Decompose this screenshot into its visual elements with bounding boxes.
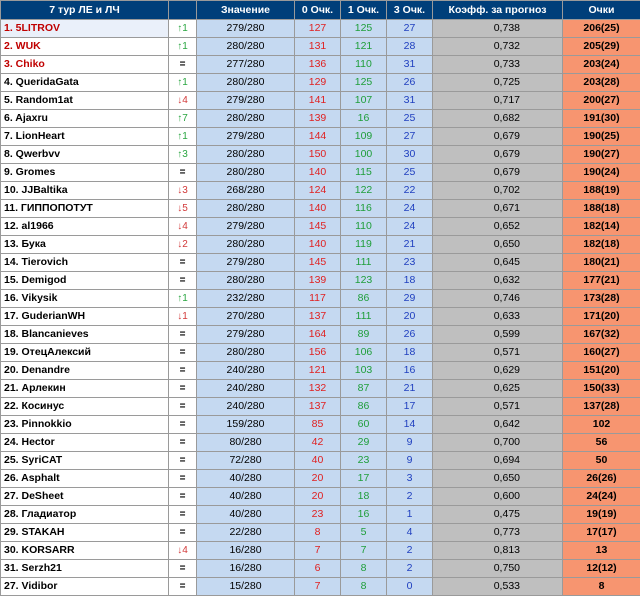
table-row: [1, 578, 640, 596]
coefficient-cell: 0,671: [433, 200, 563, 218]
one-point-cell: 119: [341, 236, 387, 254]
value-cell: 280/280: [197, 200, 295, 218]
total-points-cell: 50: [563, 452, 640, 470]
player-name: 14. Tierovich: [1, 254, 169, 272]
total-points-cell: 191(30): [563, 110, 640, 128]
zero-points-cell: 40: [295, 452, 341, 470]
zero-points-cell: 132: [295, 380, 341, 398]
coefficient-cell: 0,682: [433, 110, 563, 128]
position-change: =: [169, 344, 197, 362]
zero-points-cell: 145: [295, 218, 341, 236]
table-row: [1, 308, 640, 326]
header-points: Очки: [563, 1, 640, 20]
player-name: 28. Гладиатор: [1, 506, 169, 524]
one-point-cell: 60: [341, 416, 387, 434]
value-cell: 268/280: [197, 182, 295, 200]
value-cell: 279/280: [197, 218, 295, 236]
total-points-cell: 200(27): [563, 92, 640, 110]
coefficient-cell: 0,475: [433, 506, 563, 524]
value-cell: 279/280: [197, 92, 295, 110]
table-row: [1, 290, 640, 308]
zero-points-cell: 139: [295, 110, 341, 128]
total-points-cell: 203(24): [563, 56, 640, 74]
three-points-cell: 23: [387, 254, 433, 272]
position-change: ↓1: [169, 308, 197, 326]
total-points-cell: 56: [563, 434, 640, 452]
zero-points-cell: 144: [295, 128, 341, 146]
table-row: [1, 542, 640, 560]
table-row: [1, 398, 640, 416]
table-row: [1, 146, 640, 164]
player-name: 12. al1966: [1, 218, 169, 236]
position-change: ↑1: [169, 20, 197, 38]
three-points-cell: 18: [387, 272, 433, 290]
zero-points-cell: 136: [295, 56, 341, 74]
table-row: [1, 236, 640, 254]
value-cell: 40/280: [197, 488, 295, 506]
value-cell: 279/280: [197, 20, 295, 38]
total-points-cell: 151(20): [563, 362, 640, 380]
zero-points-cell: 137: [295, 398, 341, 416]
zero-points-cell: 8: [295, 524, 341, 542]
coefficient-cell: 0,600: [433, 488, 563, 506]
value-cell: 22/280: [197, 524, 295, 542]
position-change: =: [169, 578, 197, 596]
value-cell: 279/280: [197, 128, 295, 146]
header-change: [169, 1, 197, 20]
total-points-cell: 190(25): [563, 128, 640, 146]
total-points-cell: 137(28): [563, 398, 640, 416]
player-name: 24. Hector: [1, 434, 169, 452]
value-cell: 280/280: [197, 344, 295, 362]
total-points-cell: 150(33): [563, 380, 640, 398]
player-name: 9. Gromes: [1, 164, 169, 182]
player-name: 8. Qwerbvv: [1, 146, 169, 164]
coefficient-cell: 0,679: [433, 146, 563, 164]
total-points-cell: 188(18): [563, 200, 640, 218]
zero-points-cell: 23: [295, 506, 341, 524]
position-change: =: [169, 398, 197, 416]
header-koef: Коэфф. за прогноз: [433, 1, 563, 20]
coefficient-cell: 0,725: [433, 74, 563, 92]
zero-points-cell: 164: [295, 326, 341, 344]
table-row: [1, 326, 640, 344]
one-point-cell: 100: [341, 146, 387, 164]
three-points-cell: 22: [387, 182, 433, 200]
one-point-cell: 123: [341, 272, 387, 290]
zero-points-cell: 140: [295, 236, 341, 254]
one-point-cell: 125: [341, 74, 387, 92]
table-row: [1, 344, 640, 362]
three-points-cell: 31: [387, 92, 433, 110]
player-name: 30. KORSARR: [1, 542, 169, 560]
value-cell: 280/280: [197, 38, 295, 56]
total-points-cell: 171(20): [563, 308, 640, 326]
value-cell: 159/280: [197, 416, 295, 434]
player-name: 16. Vikysik: [1, 290, 169, 308]
value-cell: 40/280: [197, 506, 295, 524]
value-cell: 279/280: [197, 326, 295, 344]
header-value: Значение: [197, 1, 295, 20]
total-points-cell: 26(26): [563, 470, 640, 488]
player-name: 1. 5LITROV: [1, 20, 169, 38]
total-points-cell: 182(14): [563, 218, 640, 236]
value-cell: 72/280: [197, 452, 295, 470]
table-row: [1, 110, 640, 128]
three-points-cell: 26: [387, 326, 433, 344]
total-points-cell: 160(27): [563, 344, 640, 362]
table-row: [1, 218, 640, 236]
player-name: 6. Ajaxru: [1, 110, 169, 128]
coefficient-cell: 0,733: [433, 56, 563, 74]
header-zero: 0 Очк.: [295, 1, 341, 20]
table-row: [1, 452, 640, 470]
player-name: 18. Blancanieves: [1, 326, 169, 344]
zero-points-cell: 117: [295, 290, 341, 308]
table-row: [1, 254, 640, 272]
total-points-cell: 12(12): [563, 560, 640, 578]
three-points-cell: 27: [387, 128, 433, 146]
coefficient-cell: 0,750: [433, 560, 563, 578]
zero-points-cell: 42: [295, 434, 341, 452]
player-name: 11. ГИППОПОТУТ: [1, 200, 169, 218]
header-title: 7 тур ЛЕ и ЛЧ: [1, 1, 169, 20]
value-cell: 280/280: [197, 236, 295, 254]
total-points-cell: 182(18): [563, 236, 640, 254]
header-three: 3 Очк.: [387, 1, 433, 20]
zero-points-cell: 85: [295, 416, 341, 434]
coefficient-cell: 0,571: [433, 398, 563, 416]
value-cell: 40/280: [197, 470, 295, 488]
player-name: 10. JJBaltika: [1, 182, 169, 200]
position-change: ↑7: [169, 110, 197, 128]
one-point-cell: 86: [341, 290, 387, 308]
three-points-cell: 17: [387, 398, 433, 416]
player-name: 2. WUK: [1, 38, 169, 56]
player-name: 23. Pinnokkio: [1, 416, 169, 434]
value-cell: 232/280: [197, 290, 295, 308]
one-point-cell: 116: [341, 200, 387, 218]
coefficient-cell: 0,625: [433, 380, 563, 398]
coefficient-cell: 0,650: [433, 236, 563, 254]
total-points-cell: 19(19): [563, 506, 640, 524]
one-point-cell: 110: [341, 56, 387, 74]
player-name: 22. Косинус: [1, 398, 169, 416]
zero-points-cell: 20: [295, 470, 341, 488]
coefficient-cell: 0,633: [433, 308, 563, 326]
three-points-cell: 1: [387, 506, 433, 524]
table-row: [1, 434, 640, 452]
table-row: [1, 488, 640, 506]
one-point-cell: 8: [341, 560, 387, 578]
total-points-cell: 8: [563, 578, 640, 596]
value-cell: 280/280: [197, 146, 295, 164]
table-row: [1, 470, 640, 488]
zero-points-cell: 7: [295, 542, 341, 560]
coefficient-cell: 0,679: [433, 164, 563, 182]
table-row: [1, 92, 640, 110]
player-name: 19. ОтецАлексий: [1, 344, 169, 362]
player-name: 17. GuderianWH: [1, 308, 169, 326]
value-cell: 280/280: [197, 110, 295, 128]
zero-points-cell: 124: [295, 182, 341, 200]
one-point-cell: 7: [341, 542, 387, 560]
coefficient-cell: 0,813: [433, 542, 563, 560]
coefficient-cell: 0,652: [433, 218, 563, 236]
coefficient-cell: 0,533: [433, 578, 563, 596]
table-row: [1, 416, 640, 434]
position-change: ↓4: [169, 542, 197, 560]
coefficient-cell: 0,702: [433, 182, 563, 200]
zero-points-cell: 137: [295, 308, 341, 326]
total-points-cell: 24(24): [563, 488, 640, 506]
position-change: =: [169, 254, 197, 272]
value-cell: 280/280: [197, 272, 295, 290]
table-row: [1, 200, 640, 218]
coefficient-cell: 0,773: [433, 524, 563, 542]
one-point-cell: 8: [341, 578, 387, 596]
one-point-cell: 16: [341, 506, 387, 524]
three-points-cell: 16: [387, 362, 433, 380]
one-point-cell: 115: [341, 164, 387, 182]
player-name: 31. Serzh21: [1, 560, 169, 578]
one-point-cell: 122: [341, 182, 387, 200]
one-point-cell: 125: [341, 20, 387, 38]
position-change: ↑3: [169, 146, 197, 164]
three-points-cell: 27: [387, 20, 433, 38]
one-point-cell: 86: [341, 398, 387, 416]
value-cell: 80/280: [197, 434, 295, 452]
position-change: =: [169, 434, 197, 452]
coefficient-cell: 0,700: [433, 434, 563, 452]
player-name: 21. Арлекин: [1, 380, 169, 398]
position-change: =: [169, 272, 197, 290]
position-change: ↑1: [169, 38, 197, 56]
table-row: [1, 20, 640, 38]
position-change: =: [169, 524, 197, 542]
value-cell: 15/280: [197, 578, 295, 596]
zero-points-cell: 20: [295, 488, 341, 506]
zero-points-cell: 140: [295, 200, 341, 218]
position-change: =: [169, 164, 197, 182]
coefficient-cell: 0,694: [433, 452, 563, 470]
player-name: 27. DeSheet: [1, 488, 169, 506]
coefficient-cell: 0,746: [433, 290, 563, 308]
player-name: 15. Demigod: [1, 272, 169, 290]
three-points-cell: 25: [387, 164, 433, 182]
header-one: 1 Очк.: [341, 1, 387, 20]
three-points-cell: 2: [387, 560, 433, 578]
zero-points-cell: 129: [295, 74, 341, 92]
one-point-cell: 109: [341, 128, 387, 146]
value-cell: 280/280: [197, 164, 295, 182]
table-body: [1, 20, 640, 596]
position-change: =: [169, 326, 197, 344]
coefficient-cell: 0,632: [433, 272, 563, 290]
one-point-cell: 18: [341, 488, 387, 506]
one-point-cell: 107: [341, 92, 387, 110]
three-points-cell: 24: [387, 200, 433, 218]
three-points-cell: 4: [387, 524, 433, 542]
value-cell: 240/280: [197, 380, 295, 398]
value-cell: 277/280: [197, 56, 295, 74]
position-change: ↓4: [169, 92, 197, 110]
player-name: 26. Asphalt: [1, 470, 169, 488]
position-change: ↓2: [169, 236, 197, 254]
coefficient-cell: 0,717: [433, 92, 563, 110]
table-row: [1, 128, 640, 146]
three-points-cell: 20: [387, 308, 433, 326]
table-row: [1, 524, 640, 542]
position-change: ↓4: [169, 218, 197, 236]
total-points-cell: 190(27): [563, 146, 640, 164]
player-name: 4. QueridaGata: [1, 74, 169, 92]
value-cell: 16/280: [197, 542, 295, 560]
total-points-cell: 17(17): [563, 524, 640, 542]
one-point-cell: 103: [341, 362, 387, 380]
table-row: [1, 182, 640, 200]
position-change: =: [169, 560, 197, 578]
zero-points-cell: 127: [295, 20, 341, 38]
zero-points-cell: 6: [295, 560, 341, 578]
total-points-cell: 13: [563, 542, 640, 560]
player-name: 5. Random1at: [1, 92, 169, 110]
total-points-cell: 102: [563, 416, 640, 434]
zero-points-cell: 121: [295, 362, 341, 380]
one-point-cell: 5: [341, 524, 387, 542]
total-points-cell: 188(19): [563, 182, 640, 200]
position-change: =: [169, 362, 197, 380]
player-name: 29. STAKAH: [1, 524, 169, 542]
one-point-cell: 17: [341, 470, 387, 488]
value-cell: 280/280: [197, 74, 295, 92]
coefficient-cell: 0,732: [433, 38, 563, 56]
three-points-cell: 0: [387, 578, 433, 596]
one-point-cell: 111: [341, 254, 387, 272]
player-name: 13. Бука: [1, 236, 169, 254]
position-change: =: [169, 56, 197, 74]
table-row: [1, 56, 640, 74]
table-row: [1, 38, 640, 56]
position-change: ↓5: [169, 200, 197, 218]
zero-points-cell: 150: [295, 146, 341, 164]
value-cell: 240/280: [197, 398, 295, 416]
total-points-cell: 206(25): [563, 20, 640, 38]
three-points-cell: 14: [387, 416, 433, 434]
three-points-cell: 9: [387, 434, 433, 452]
table-row: [1, 362, 640, 380]
zero-points-cell: 141: [295, 92, 341, 110]
one-point-cell: 111: [341, 308, 387, 326]
three-points-cell: 24: [387, 218, 433, 236]
coefficient-cell: 0,679: [433, 128, 563, 146]
position-change: =: [169, 470, 197, 488]
zero-points-cell: 140: [295, 164, 341, 182]
position-change: =: [169, 452, 197, 470]
value-cell: 279/280: [197, 254, 295, 272]
zero-points-cell: 7: [295, 578, 341, 596]
one-point-cell: 106: [341, 344, 387, 362]
three-points-cell: 25: [387, 110, 433, 128]
value-cell: 240/280: [197, 362, 295, 380]
table-row: [1, 380, 640, 398]
coefficient-cell: 0,642: [433, 416, 563, 434]
player-name: 25. SyriCAT: [1, 452, 169, 470]
position-change: =: [169, 380, 197, 398]
coefficient-cell: 0,650: [433, 470, 563, 488]
total-points-cell: 205(29): [563, 38, 640, 56]
table-row: [1, 506, 640, 524]
one-point-cell: 29: [341, 434, 387, 452]
three-points-cell: 29: [387, 290, 433, 308]
one-point-cell: 87: [341, 380, 387, 398]
total-points-cell: 177(21): [563, 272, 640, 290]
player-name: 27. Vidibor: [1, 578, 169, 596]
value-cell: 270/280: [197, 308, 295, 326]
coefficient-cell: 0,629: [433, 362, 563, 380]
position-change: ↑1: [169, 128, 197, 146]
three-points-cell: 28: [387, 38, 433, 56]
one-point-cell: 110: [341, 218, 387, 236]
header-row: [1, 1, 640, 20]
one-point-cell: 23: [341, 452, 387, 470]
three-points-cell: 3: [387, 470, 433, 488]
coefficient-cell: 0,599: [433, 326, 563, 344]
position-change: =: [169, 506, 197, 524]
three-points-cell: 18: [387, 344, 433, 362]
total-points-cell: 190(24): [563, 164, 640, 182]
total-points-cell: 173(28): [563, 290, 640, 308]
coefficient-cell: 0,645: [433, 254, 563, 272]
coefficient-cell: 0,571: [433, 344, 563, 362]
table-row: [1, 560, 640, 578]
three-points-cell: 21: [387, 380, 433, 398]
zero-points-cell: 145: [295, 254, 341, 272]
zero-points-cell: 156: [295, 344, 341, 362]
value-cell: 16/280: [197, 560, 295, 578]
one-point-cell: 89: [341, 326, 387, 344]
total-points-cell: 167(32): [563, 326, 640, 344]
position-change: ↑1: [169, 290, 197, 308]
table-row: [1, 272, 640, 290]
player-name: 3. Chiko: [1, 56, 169, 74]
table-row: [1, 74, 640, 92]
zero-points-cell: 139: [295, 272, 341, 290]
position-change: ↓3: [169, 182, 197, 200]
one-point-cell: 16: [341, 110, 387, 128]
position-change: ↑1: [169, 74, 197, 92]
one-point-cell: 121: [341, 38, 387, 56]
position-change: =: [169, 488, 197, 506]
coefficient-cell: 0,738: [433, 20, 563, 38]
total-points-cell: 180(21): [563, 254, 640, 272]
player-name: 20. Denandre: [1, 362, 169, 380]
three-points-cell: 30: [387, 146, 433, 164]
total-points-cell: 203(28): [563, 74, 640, 92]
three-points-cell: 21: [387, 236, 433, 254]
position-change: =: [169, 416, 197, 434]
table-row: [1, 164, 640, 182]
zero-points-cell: 131: [295, 38, 341, 56]
player-name: 7. LionHeart: [1, 128, 169, 146]
three-points-cell: 2: [387, 488, 433, 506]
three-points-cell: 2: [387, 542, 433, 560]
three-points-cell: 31: [387, 56, 433, 74]
three-points-cell: 26: [387, 74, 433, 92]
three-points-cell: 9: [387, 452, 433, 470]
